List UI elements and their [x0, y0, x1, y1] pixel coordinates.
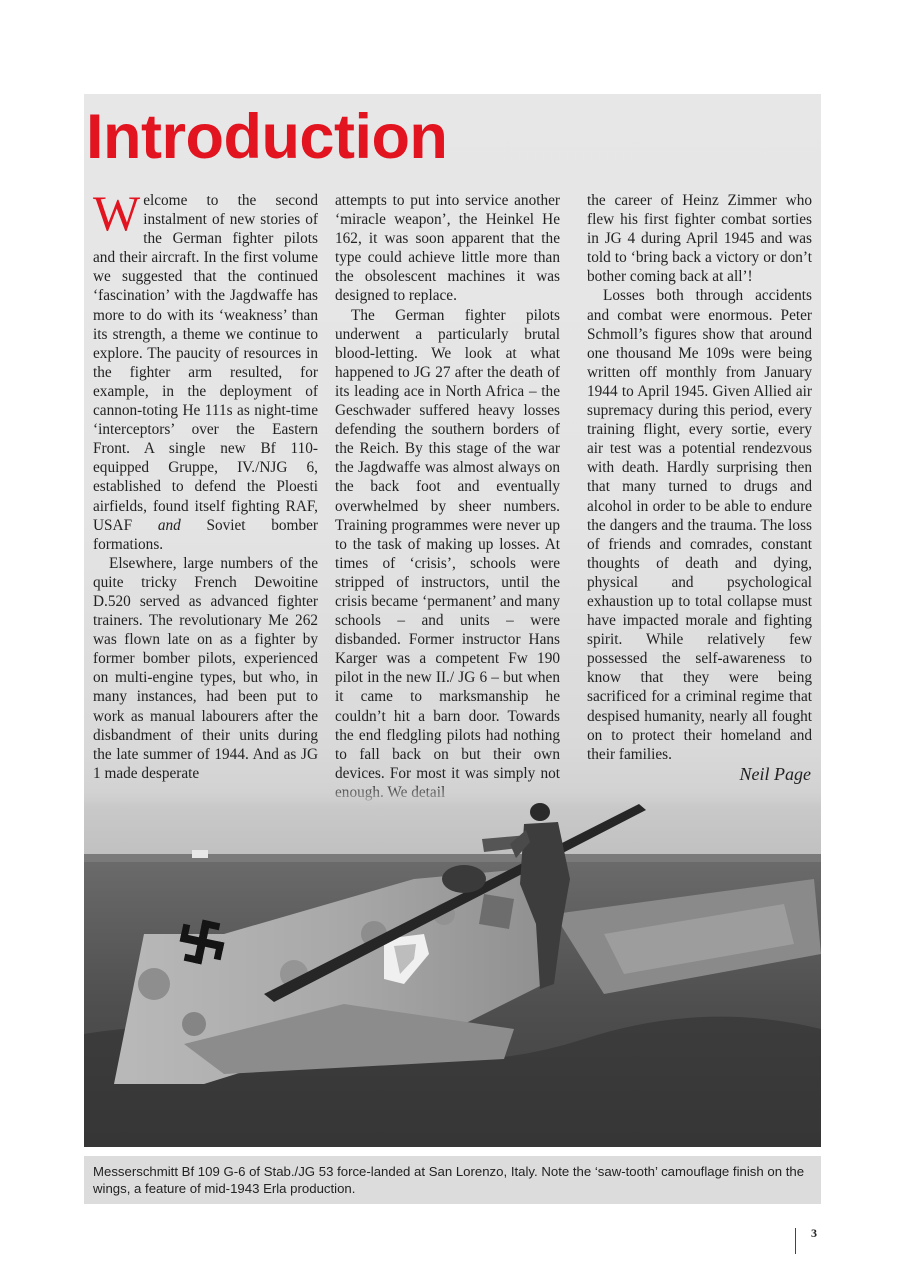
page-title: Introduction	[86, 102, 448, 172]
emphasis-text: and	[157, 516, 181, 534]
author-signature: Neil Page	[739, 764, 811, 784]
paragraph: Losses both through accidents and combat were enormous. Peter Schmoll’s figures show that around one thousand Me 109s were being written off monthly from January 1944 to April 1945. Given Allied air supremacy during this period, every training flight, every sortie, every air test was a potential rendezvous with death. Hardly surprising then that many turned to drugs and alcohol in order to be able to endure the dangers and the trauma. The loss of friends and comrades, constant thoughts of death and dying, physical and psychological exhaustion up to total collapse must have impacted morale and fighting spirit. While relatively few possessed the self-awareness to know that they were being sacrificed for a criminal regime that despised humanity, nearly all fought on to protect their homeland and their families.	[587, 287, 812, 763]
text-column-1	[93, 185, 318, 783]
aircraft-photo	[84, 784, 821, 1147]
paragraph-text: Soviet bomber formations.	[93, 516, 318, 553]
drop-cap: W	[93, 185, 141, 241]
paragraph: attempts to put into service another ‘miracle weapon’, the Heinkel He 162, it was soon apparent that the type could achieve little more than the obsolescent machines it was designed to replace.	[335, 192, 560, 305]
paragraph: The German fighter pilots underwent a particularly brutal blood-letting. We look at what happened to JG 27 after the death of its leading ace in North Africa – the Geschwader suffered heavy losses defending the southern borders of the Reich. By this stage of the war the Jagdwaffe was almost always on the back foot and eventually overwhelmed by sheer numbers. Training programmes were never up to the task of making up losses. At times of ‘crisis’, schools were stripped of instructors, until the crisis became ‘permanent’ and many schools – and units – were disbanded. Former instructor Hans Karger was a competent Fw 190 pilot in the new II./ JG 6 – but when it came to marksmanship he couldn’t hit a barn door. Towards the end fledgling pilots had nothing to fall back on but their own devices. For most it was simply not	[335, 306, 560, 782]
page-number: 3	[811, 1226, 817, 1240]
photo-caption: Messerschmitt Bf 109 G-6 of Stab./JG 53 force-landed at San Lorenzo, Italy. Note the ‘saw-tooth’ camouflage finish on the wings, a feature of mid-1943 Erla production.	[93, 1164, 805, 1196]
paragraph: Elsewhere, large numbers of the quite tricky French Dewoitine D.520 served as advanced fighter trainers. The revolutionary Me 262 was flown late on as a fighter by former bomber pilots, experienced on multi-engine types, but who, in many instances, had been put to work as manual labourers after the disbandment of their units during the late summer of 1944. And as JG 1 made desperate	[93, 554, 318, 782]
text-column-2	[335, 191, 560, 802]
caption-box	[84, 1156, 821, 1204]
paragraph	[93, 185, 318, 554]
paragraph: the career of Heinz Zimmer who flew his first fighter combat sorties in JG 4 during April 1945 and was told to ‘bring back a victory or don’t bother coming back at all’!	[587, 192, 812, 286]
text-column-3	[587, 191, 812, 764]
paragraph-text: elcome to the second instalment of new stories of the German fighter pilots and their aircraft. In the first volume we suggested that the continued ‘fascination’ with the Jagdwaffe has more to do with its ‘weakness’ than its strength, a theme we continue to explore. The paucity of resources in the fighter arm resulted, for example, in the deployment of cannon-toting He 111s as night-time ‘interceptors’ over the Eastern Front. A single new Bf 110-equipped Gruppe, IV./NJG 6, established to defend the Ploesti airfields, found itself fighting RAF, USAF	[93, 192, 318, 534]
page-number-rule	[795, 1228, 796, 1254]
article-panel	[84, 94, 821, 1147]
